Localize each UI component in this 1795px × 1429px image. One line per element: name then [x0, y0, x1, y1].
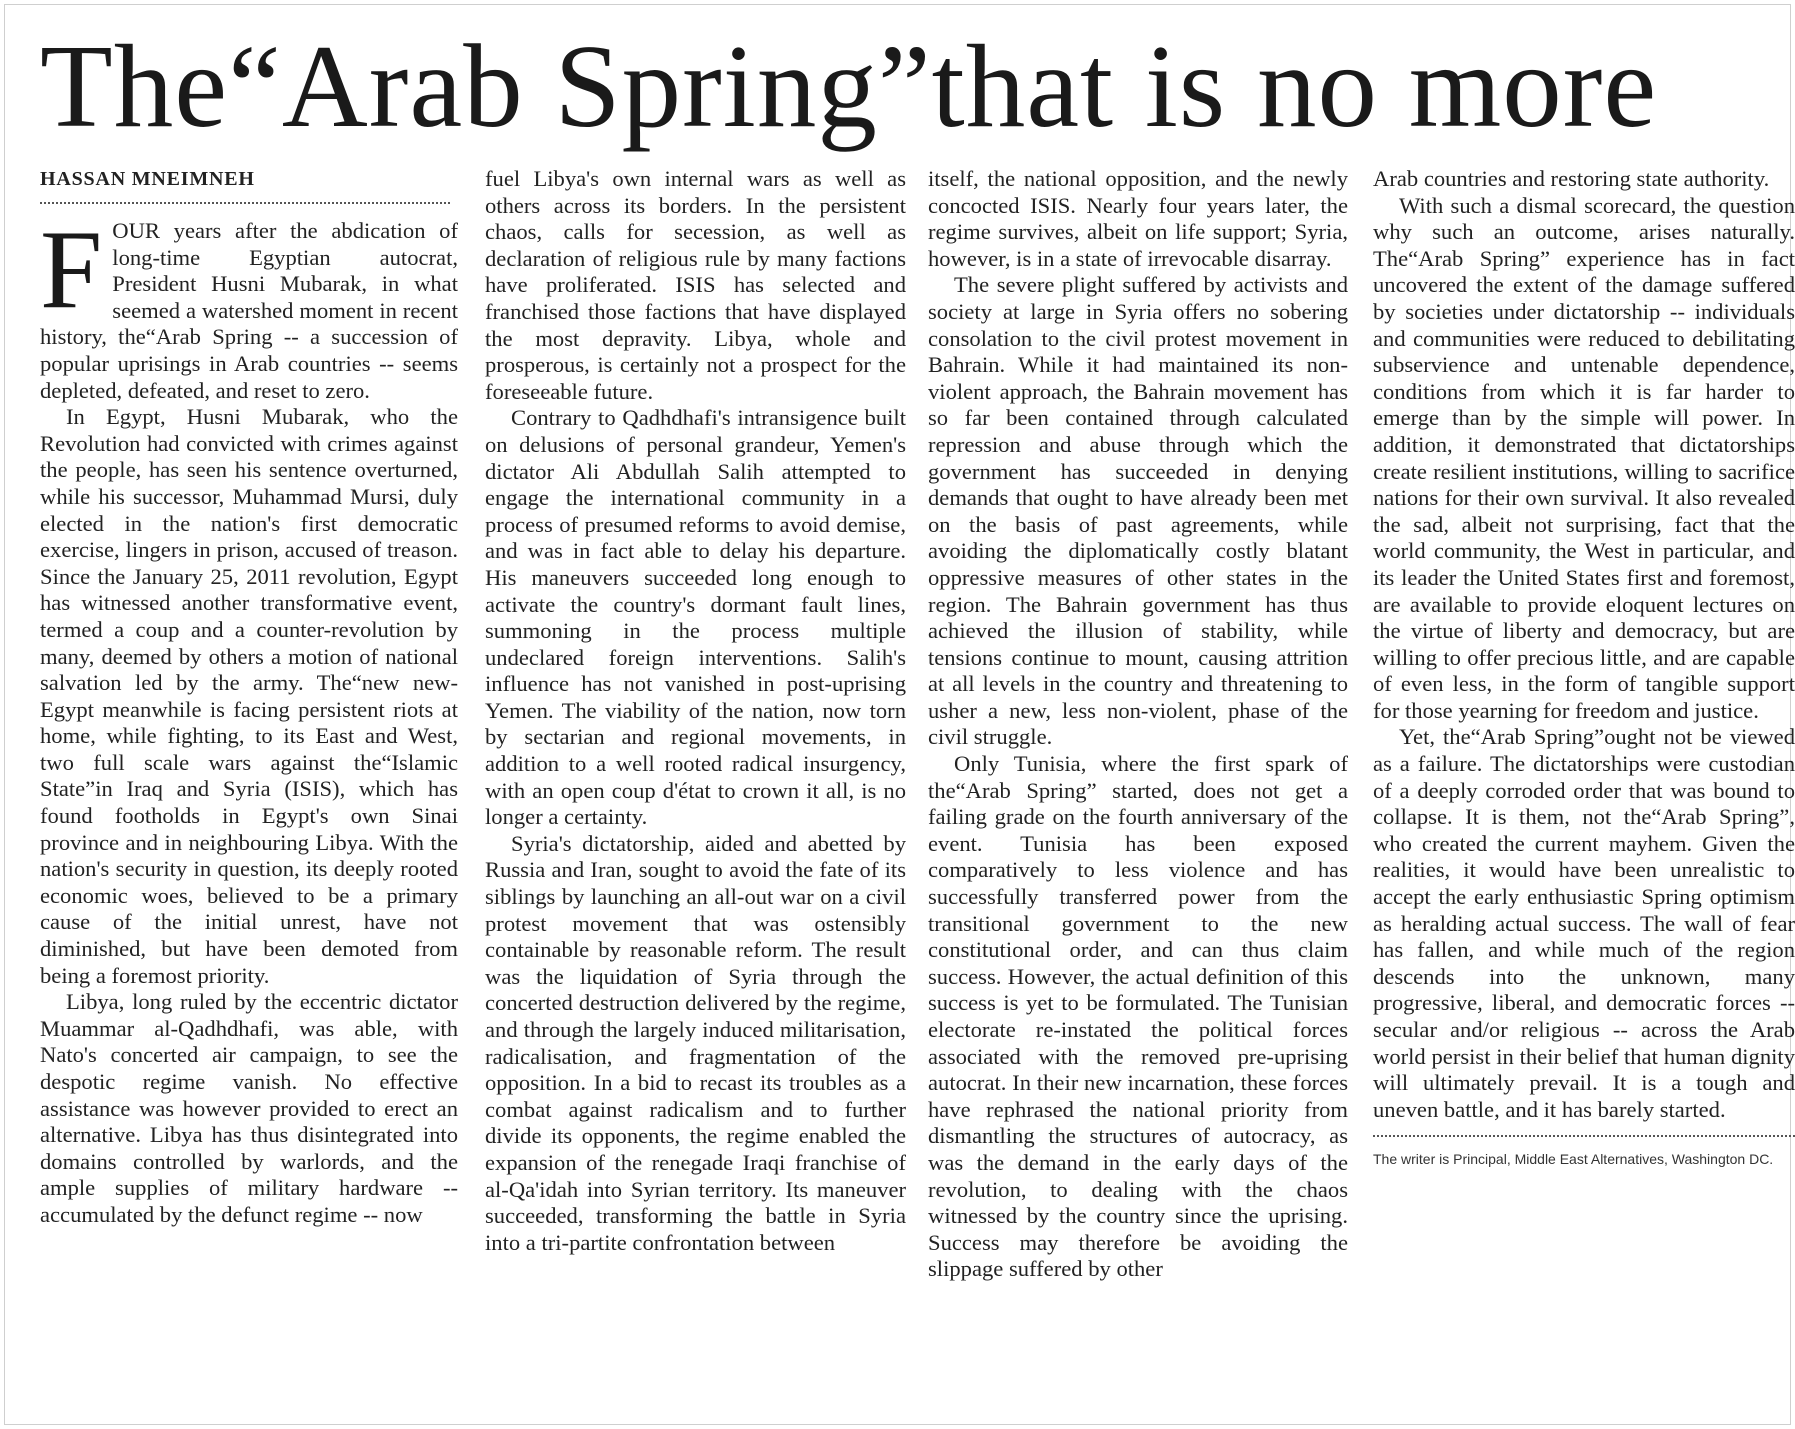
- paragraph: itself, the national opposition, and the newly concocted ISIS. Nearly four years later, the regime survives, albeit on life support; Syria, however, is in a state of irrevocable disarray.: [928, 166, 1348, 271]
- paragraph: With such a dismal scorecard, the question why such an outcome, arises naturally. The“Arab Spring” experience has in fact uncovered the extent of the damage suffered by societies under dictatorship -- individuals and communities were reduced to debilitating subservience and untenable dependence, conditions from which it is far harder to emerge than by the simple will power. In addition, it demonstrated that dictatorships create resilient institutions, willing to sacrifice nations for their own survival. It also revealed the sad, albeit not surprising, fact that the world community, the West in particular, and its leader the United States first and foremost, are available to provide eloquent lectures on the virtue of liberty and democracy, but are willing to offer precious little, and are capable of even less, in the form of tangible support for those yearning for freedom and justice.: [1373, 192, 1795, 723]
- footnote-divider: [1373, 1135, 1795, 1137]
- column-2: [485, 166, 906, 1416]
- paragraph: Contrary to Qadhdhafi's intransigence built on delusions of personal grandeur, Yemen's dictator Ali Abdullah Salih attempted to engage the international community in a process of presumed reforms to avoid demise, and was in fact able to delay his departure. His maneuvers succeeded long enough to activate the country's dormant fault lines, summoning in the process multiple undeclared foreign interventions. Salih's influence has not vanished in post-uprising Yemen. The viability of the nation, now torn by sectarian and regional movements, in addition to a well rooted radical insurgency, with an open coup d'état to crown it all, is no longer a certainty.: [485, 405, 906, 830]
- paragraph: Only Tunisia, where the first spark of the“Arab Spring” started, does not get a failing grade on the fourth anniversary of the event. Tunisia has been exposed comparatively to less violence and has successfully transferred power from the transitional government to the new constitutional order, and can thus claim success. However, the actual definition of this success is yet to be formulated. The Tunisian electorate re-instated the political forces associated with the removed pre-uprising autocrat. In their new incarnation, these forces have rephrased the national priority from dismantling the structures of autocracy, as was the demand in the early days of the revolution, to dealing with the chaos witnessed by the country since the uprising. Success may therefore be avoiding the slippage suffered by other: [928, 751, 1348, 1282]
- column-3: [928, 166, 1348, 1416]
- byline: HASSAN MNEIMNEH: [40, 168, 255, 190]
- headline: The“Arab Spring”that is no more: [40, 20, 1658, 152]
- column-1: [40, 166, 458, 1416]
- paragraph: The severe plight suffered by activists and society at large in Syria offers no sobering consolation to the civil protest movement in Bahrain. While it had maintained its non-violent approach, the Bahrain movement has so far been contained through calculated repression and abuse through which the government has succeeded in denying demands that ought to have already been met on the basis of past agreements, while avoiding the diplomatically costly blatant oppressive measures of other states in the region. The Bahrain government has thus achieved the illusion of stability, while tensions continue to mount, causing attrition at all levels in the country and threatening to usher a new, less non-violent, phase of the civil struggle.: [928, 272, 1348, 750]
- paragraph: Syria's dictatorship, aided and abetted by Russia and Iran, sought to avoid the fate of its siblings by launching an all-out war on a civil protest movement that was ostensibly containable by reasonable reform. The result was the liquidation of Syria through the concerted destruction delivered by the regime, and through the largely induced militarisation, radicalisation, and fragmentation of the opposition. In a bid to recast its troubles as a combat against radicalism and to further divide its opponents, the regime enabled the expansion of the renegade Iraqi franchise of al-Qa'idah into Syrian territory. Its maneuver succeeded, transforming the battle in Syria into a tri-partite confrontation between: [485, 830, 906, 1255]
- paragraph: Libya, long ruled by the eccentric dictator Muammar al-Qadhdhafi, was able, with Nato's concerted air campaign, to see the despotic regime vanish. No effective assistance was however provided to erect an alternative. Libya has thus disintegrated into domains controlled by warlords, and the ample supplies of military hardware -- accumulated by the defunct regime -- now: [40, 989, 458, 1227]
- paragraph-text: OUR years after the abdication of long-time Egyptian autocrat, President Husni Mubarak, in what seemed a watershed moment in recent history, the“Arab Spring -- a succession of popular uprisings in Arab countries -- seems depleted, defeated, and reset to zero.: [40, 218, 458, 403]
- paragraph: Arab countries and restoring state authority.: [1373, 166, 1770, 191]
- paragraph: fuel Libya's own internal wars as well as others across its borders. In the persistent chaos, calls for secession, as well as declaration of religious rule by many factions have proliferated. ISIS has selected and franchised those factions that have displayed the most depravity. Libya, whole and prosperous, is certainly not a prospect for the foreseeable future.: [485, 166, 906, 404]
- column-4: [1373, 166, 1795, 1416]
- paragraph: In Egypt, Husni Mubarak, who the Revolution had convicted with crimes against the people, has seen his sentence overturned, while his successor, Muhammad Mursi, duly elected in the nation's first democratic exercise, lingers in prison, accused of treason. Since the January 25, 2011 revolution, Egypt has witnessed another transformative event, termed a coup and a counter-revolution by many, deemed by others a motion of national salvation led by the army. The“new new-Egypt meanwhile is facing persistent riots at home, while fighting, to its East and West, two full scale wars against the“Islamic State”in Iraq and Syria (ISIS), which has found footholds in Egypt's own Sinai province and in neighbouring Libya. With the nation's security in question, its deeply rooted economic woes, believed to be a primary cause of the initial unrest, have not diminished, but have been demoted from being a foremost priority.: [40, 404, 458, 988]
- paragraph: [40, 208, 458, 404]
- author-footnote: The writer is Principal, Middle East Alternatives, Washington DC.: [1373, 1151, 1774, 1168]
- paragraph: Yet, the“Arab Spring”ought not be viewed as a failure. The dictatorships were custodian of a deeply corroded order that was bound to collapse. It is them, not the“Arab Spring”, who created the current mayhem. Given the realities, it would have been unrealistic to accept the early enthusiastic Spring optimism as heralding actual success. The wall of fear has fallen, and while much of the region descends into the unknown, many progressive, liberal, and democratic forces -- secular and/or religious -- across the Arab world persist in their belief that human dignity will ultimately prevail. It is a tough and uneven battle, and it has barely started.: [1373, 724, 1795, 1122]
- drop-cap: F: [40, 208, 103, 332]
- byline-divider: [40, 202, 450, 204]
